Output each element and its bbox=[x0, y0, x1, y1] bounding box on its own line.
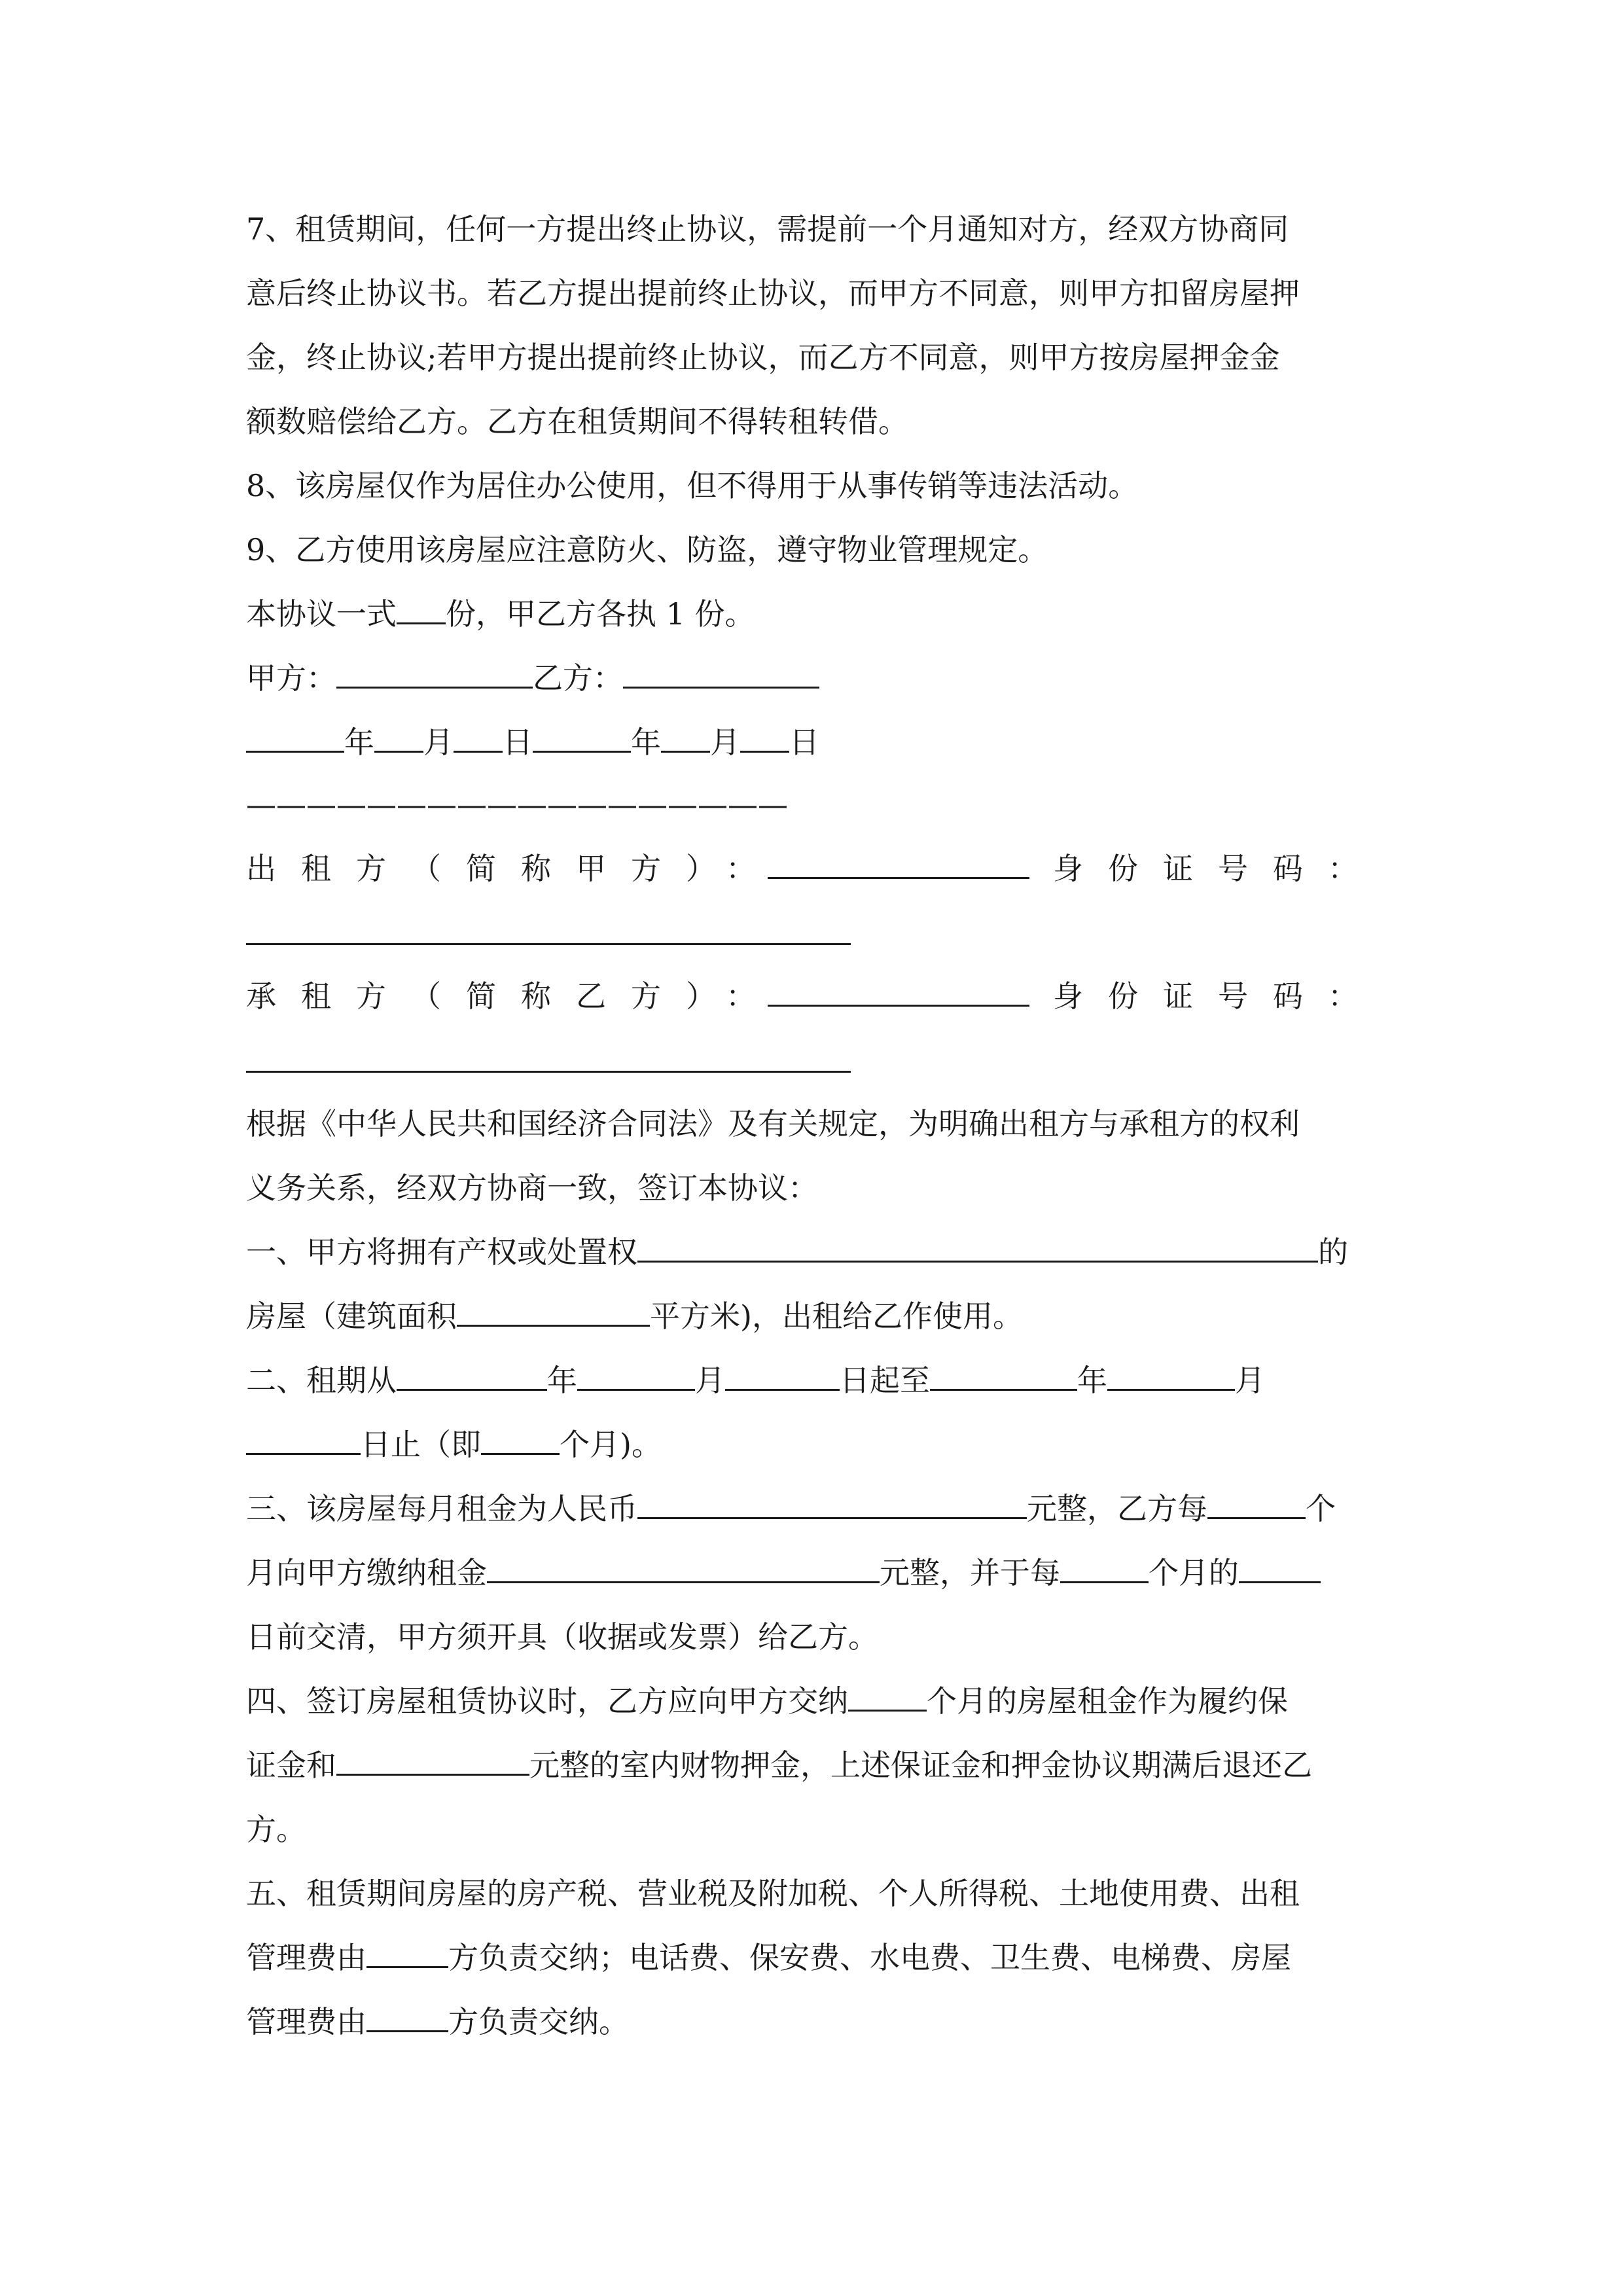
lessor-label: 出租方（简称甲方）： bbox=[246, 851, 781, 886]
year-b-label: 年 bbox=[631, 725, 661, 760]
article-5-line-3-suffix: 方负责交纳。 bbox=[448, 2004, 629, 2039]
article-5-line-2-prefix: 管理费由 bbox=[246, 1940, 366, 1975]
month-a-label: 月 bbox=[423, 725, 454, 760]
party-a-label: 甲方： bbox=[246, 660, 336, 696]
article-5-line-2 bbox=[246, 1926, 1378, 1990]
day-a-blank bbox=[454, 711, 503, 753]
article-5-line-3 bbox=[246, 1990, 1378, 2054]
lessee-id-blank bbox=[246, 1071, 851, 1073]
month-a-blank bbox=[374, 711, 423, 753]
article-4-line-1 bbox=[246, 1669, 1378, 1733]
clause-7-line-3: 金，终止协议;若甲方提出提前终止协议，而乙方不同意，则甲方按房屋押金金 bbox=[246, 340, 1280, 375]
lessee-line bbox=[246, 964, 1383, 1028]
clause-9: 9、乙方使用该房屋应注意防火、防盗，遵守物业管理规定。 bbox=[246, 532, 1048, 567]
end-year-label: 年 bbox=[1077, 1363, 1107, 1398]
article-3-line-2-prefix: 月向甲方缴纳租金 bbox=[246, 1555, 487, 1590]
month-b-label: 月 bbox=[710, 725, 740, 760]
end-month-blank bbox=[1107, 1350, 1235, 1391]
article-3-mid: 元整，乙方每 bbox=[1027, 1491, 1207, 1526]
monthly-rent-blank bbox=[637, 1478, 1027, 1519]
article-3-line-2-end: 个月的 bbox=[1149, 1555, 1239, 1590]
rent-amount-blank bbox=[487, 1542, 880, 1583]
start-day-blank bbox=[725, 1350, 840, 1391]
lessor-id-label: 身份证号码： bbox=[1053, 851, 1383, 886]
property-location-blank bbox=[637, 1221, 1318, 1263]
article-3-end: 个 bbox=[1306, 1491, 1336, 1526]
end-month-label: 月 bbox=[1235, 1363, 1265, 1398]
lessee-label: 承租方（简称乙方）： bbox=[246, 978, 781, 1014]
copies-blank bbox=[397, 583, 446, 624]
payment-interval-blank bbox=[1207, 1478, 1306, 1519]
article-3-line-3: 日前交清，甲方须开具（收据或发票）给乙方。 bbox=[246, 1619, 878, 1655]
clause-8: 8、该房屋仅作为居住办公使用，但不得用于从事传销等违法活动。 bbox=[246, 468, 1139, 503]
property-deposit-blank bbox=[336, 1734, 529, 1776]
article-3-line-2-mid: 元整，并于每 bbox=[880, 1555, 1060, 1590]
article-2-line-1 bbox=[246, 1348, 1378, 1412]
lessee-id-label: 身份证号码： bbox=[1053, 978, 1383, 1014]
lessor-name-blank bbox=[768, 838, 1029, 879]
article-3-prefix: 三、该房屋每月租金为人民币 bbox=[246, 1491, 637, 1526]
signature-line bbox=[246, 646, 1378, 710]
article-1-area-suffix: 平方米)，出租给乙作使用。 bbox=[650, 1299, 1023, 1334]
article-1-line-1 bbox=[246, 1220, 1378, 1284]
start-year-blank bbox=[397, 1350, 547, 1391]
month-b-blank bbox=[661, 711, 710, 753]
party-b-blank bbox=[623, 647, 819, 689]
day-b-blank bbox=[740, 711, 789, 753]
pay-cycle-blank bbox=[1060, 1542, 1149, 1583]
article-4-line-3: 方。 bbox=[246, 1812, 306, 1847]
article-1-suffix: 的 bbox=[1318, 1234, 1348, 1270]
copies-suffix: 份，甲乙方各执 1 份。 bbox=[446, 596, 755, 632]
fees-party-blank bbox=[366, 1991, 448, 2032]
end-day-blank bbox=[246, 1414, 361, 1455]
article-5-line-1: 五、租赁期间房屋的房产税、营业税及附加税、个人所得税、土地使用费、出租 bbox=[246, 1876, 1300, 1911]
tax-party-blank bbox=[366, 1927, 448, 1968]
party-a-blank bbox=[336, 647, 533, 689]
lessor-line bbox=[246, 836, 1383, 901]
article-4-line-2-suffix: 元整的室内财物押金，上述保证金和押金协议期满后退还乙 bbox=[529, 1748, 1312, 1783]
article-4-line-2 bbox=[246, 1733, 1378, 1797]
lessor-id-blank bbox=[246, 943, 851, 945]
article-4-line-2-prefix: 证金和 bbox=[246, 1748, 336, 1783]
article-4-suffix: 个月的房屋租金作为履约保 bbox=[927, 1683, 1288, 1719]
clause-7-line-2: 意后终止协议书。若乙方提出提前终止协议，而甲方不同意，则甲方扣留房屋押 bbox=[246, 276, 1300, 311]
year-a-label: 年 bbox=[344, 725, 374, 760]
article-1-line-2 bbox=[246, 1284, 1378, 1348]
pay-day-blank bbox=[1239, 1542, 1321, 1583]
date-line bbox=[246, 710, 1378, 774]
article-2-line-2 bbox=[246, 1412, 1378, 1477]
end-year-blank bbox=[930, 1350, 1077, 1391]
start-month-blank bbox=[577, 1350, 695, 1391]
deposit-months-blank bbox=[848, 1670, 927, 1712]
article-4-prefix: 四、签订房屋租赁协议时，乙方应向甲方交纳 bbox=[246, 1683, 848, 1719]
lessee-name-blank bbox=[768, 965, 1029, 1007]
day-b-label: 日 bbox=[789, 725, 819, 760]
start-day-label: 日起至 bbox=[840, 1363, 930, 1398]
year-a-blank bbox=[246, 711, 344, 753]
end-day-label: 日止（即 bbox=[361, 1427, 481, 1462]
months-count-blank bbox=[481, 1414, 560, 1455]
article-3-line-1 bbox=[246, 1477, 1378, 1541]
article-5-line-3-prefix: 管理费由 bbox=[246, 2004, 366, 2039]
article-1-area-prefix: 房屋（建筑面积 bbox=[246, 1299, 457, 1334]
copies-prefix: 本协议一式 bbox=[246, 596, 397, 632]
months-count-label: 个月)。 bbox=[560, 1427, 662, 1462]
start-year-label: 年 bbox=[547, 1363, 577, 1398]
area-blank bbox=[457, 1285, 650, 1327]
preamble-line-2: 义务关系，经双方协商一致，签订本协议： bbox=[246, 1170, 818, 1206]
copies-line bbox=[246, 582, 1378, 646]
day-a-label: 日 bbox=[503, 725, 533, 760]
article-5-line-2-suffix: 方负责交纳；电话费、保安费、水电费、卫生费、电梯费、房屋 bbox=[448, 1940, 1291, 1975]
article-1-prefix: 一、甲方将拥有产权或处置权 bbox=[246, 1234, 637, 1270]
article-3-line-2 bbox=[246, 1541, 1378, 1605]
clause-7-line-1: 7、租赁期间，任何一方提出终止协议，需提前一个月通知对方，经双方协商同 bbox=[246, 211, 1289, 247]
year-b-blank bbox=[533, 711, 631, 753]
preamble-line-1: 根据《中华人民共和国经济合同法》及有关规定，为明确出租方与承租方的权利 bbox=[246, 1106, 1300, 1141]
article-2-prefix: 二、租期从 bbox=[246, 1363, 397, 1398]
clause-7-line-4: 额数赔偿给乙方。乙方在租赁期间不得转租转借。 bbox=[246, 404, 908, 439]
start-month-label: 月 bbox=[695, 1363, 725, 1398]
party-b-label: 乙方： bbox=[533, 660, 623, 696]
separator-rule: —————————————————— bbox=[246, 787, 788, 822]
